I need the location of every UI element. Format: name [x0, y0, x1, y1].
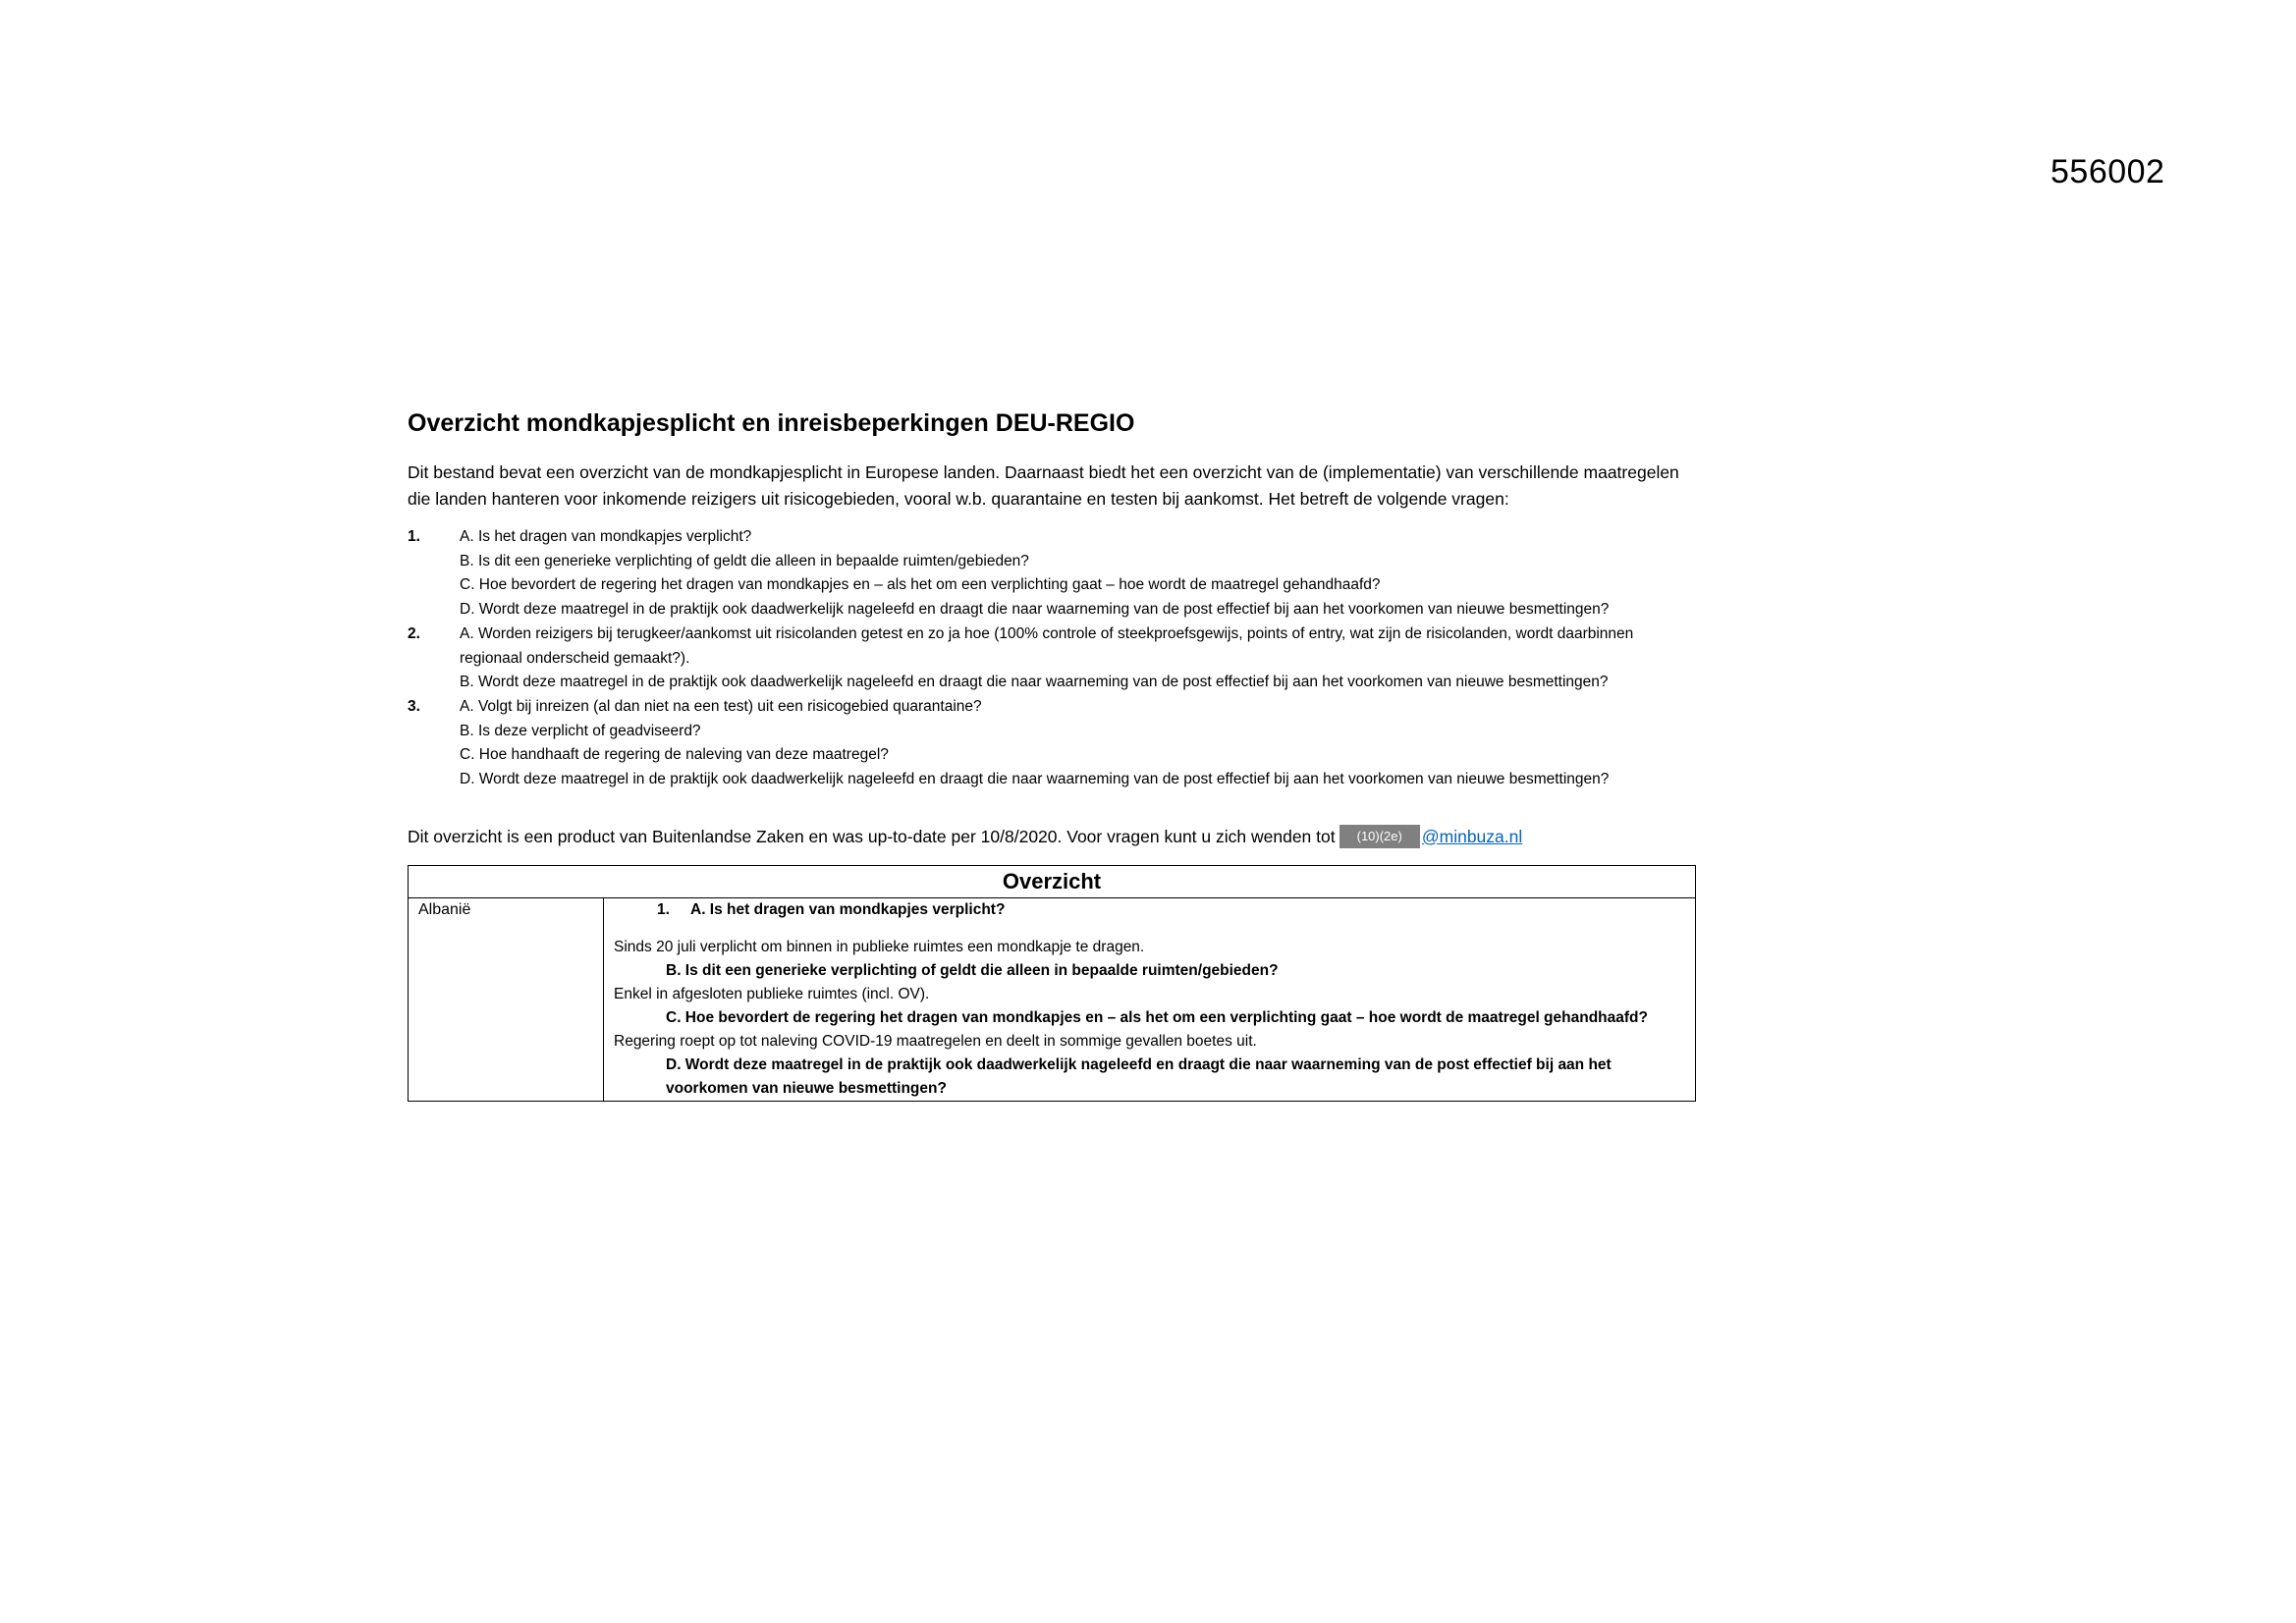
document-title: Overzicht mondkapjesplicht en inreisbeperkingen DEU-REGIO [408, 409, 1135, 437]
question-number: 1. [408, 528, 420, 545]
detail-cell [604, 897, 1696, 1101]
overview-table [408, 865, 1696, 1102]
detail-answer: Enkel in afgesloten publieke ruimtes (incl. OV). [614, 985, 930, 1002]
detail-question: 1. A. Is het dragen van mondkapjes verplicht? [657, 900, 1006, 918]
question-group [408, 525, 1694, 622]
question-line: A. Worden reizigers bij terugkeer/aankomst uit risicolanden getest en zo ja hoe (100% controle of steekproefsgewijs, points of entry, wat zijn de risicolanden, wordt daarbinnen regionaal onderscheid gemaakt?). [460, 624, 1634, 667]
question-line: A. Is het dragen van mondkapjes verplicht? [460, 528, 752, 545]
question-line: C. Hoe bevordert de regering het dragen van mondkapjes en – als het om een verplichting gaat – hoe wordt de maatregel gehandhaafd? [460, 576, 1381, 594]
footer-note [408, 824, 1694, 849]
redaction-box: (10)(2e) [1339, 825, 1420, 848]
question-group [408, 622, 1694, 695]
overview-heading: Overzicht [409, 865, 1696, 897]
question-line: D. Wordt deze maatregel in de praktijk ook daadwerkelijk nageleefd en draagt die naar waarneming van de post effectief bij aan het voorkomen van nieuwe besmettingen? [460, 601, 1610, 619]
question-number: 3. [408, 697, 420, 715]
detail-answer: Sinds 20 juli verplicht om binnen in publieke ruimtes een mondkapje te dragen. [614, 938, 1145, 955]
detail-question: C. Hoe bevordert de regering het dragen van mondkapjes en – als het om een verplichting gaat – hoe wordt de maatregel gehandhaafd? [666, 1008, 1648, 1026]
question-lines [460, 695, 1694, 792]
country-cell: Albanië [409, 897, 604, 1101]
email-link[interactable]: @minbuza.nl [1421, 826, 1523, 846]
question-lines [460, 525, 1694, 622]
question-line: A. Volgt bij inreizen (al dan niet na een test) uit een risicogebied quarantaine? [460, 697, 982, 715]
footer-text: Dit overzicht is een product van Buitenlandse Zaken en was up-to-date per 10/8/2020. Voor vragen kunt u zich wenden tot [408, 826, 1336, 846]
intro-paragraph: Dit bestand bevat een overzicht van de mondkapjesplicht in Europese landen. Daarnaast biedt het een overzicht van de (implementatie) van verschillende maatregelen die landen hanteren voor inkomende reizigers uit risicogebieden, vooral w.b. quarantaine en testen bij aankomst. Het betreft de volgende vragen: [408, 462, 1679, 509]
question-line: B. Is dit een generieke verplichting of geldt die alleen in bepaalde ruimten/gebieden? [460, 552, 1029, 569]
question-list [408, 525, 1694, 792]
question-number: 2. [408, 624, 420, 642]
question-group [408, 695, 1694, 792]
detail-question: D. Wordt deze maatregel in de praktijk ook daadwerkelijk nageleefd en draagt die naar waarneming van de post effectief bij aan het voorkomen van nieuwe besmettingen? [666, 1055, 1612, 1097]
question-line: D. Wordt deze maatregel in de praktijk ook daadwerkelijk nageleefd en draagt die naar waarneming van de post effectief bij aan het voorkomen van nieuwe besmettingen? [460, 771, 1610, 788]
question-line: B. Is deze verplicht of geadviseerd? [460, 722, 701, 739]
question-line: B. Wordt deze maatregel in de praktijk ook daadwerkelijk nageleefd en draagt die naar waarneming van de post effectief bij aan het voorkomen van nieuwe besmettingen? [460, 674, 1609, 691]
document-number: 556002 [2050, 153, 2165, 190]
table-row [409, 897, 1696, 1101]
detail-question: B. Is dit een generieke verplichting of geldt die alleen in bepaalde ruimten/gebieden? [666, 961, 1279, 979]
document-body [408, 406, 1694, 1102]
question-line: C. Hoe handhaaft de regering de naleving van deze maatregel? [460, 746, 889, 764]
detail-answer: Regering roept op tot naleving COVID-19 maatregelen en deelt in sommige gevallen boetes uit. [614, 1032, 1257, 1050]
question-lines [460, 622, 1694, 695]
